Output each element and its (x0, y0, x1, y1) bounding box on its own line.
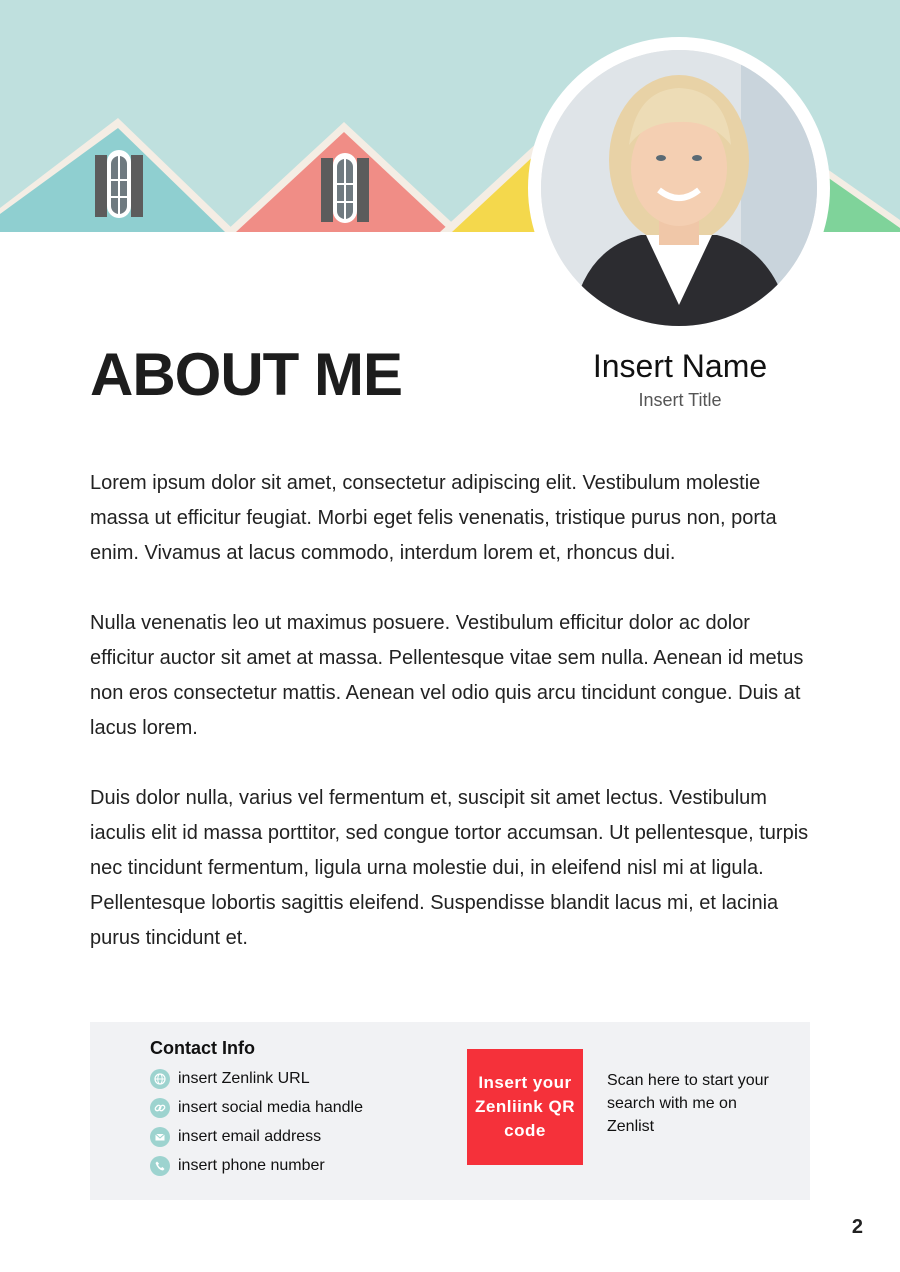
contact-item-label: insert phone number (178, 1157, 325, 1174)
person-name: Insert Name (592, 348, 768, 384)
page-number: 2 (851, 1216, 863, 1238)
body-paragraph: Lorem ipsum dolor sit amet, consectetur adipiscing elit. Vestibulum molestie massa ut efficitur feugiat. Morbi eget felis venenatis, tristique purus non, porta enim. Vivamus at lacus commodo, interdum lorem et, rhoncus dui. (90, 472, 777, 564)
page-title: ABOUT ME (90, 341, 402, 408)
body-paragraph: Nulla venenatis leo ut maximus posuere. Vestibulum efficitur dolor ac dolor efficitur auctor sit amet at massa. Pellentesque vitae sem nulla. Aenean id metus non eros consectetur mattis. Aenean vel odio quis arcu tincidunt congue. Duis at lacus lorem. (90, 612, 804, 739)
phone-icon (150, 1156, 170, 1176)
contact-item-label: insert Zenlink URL (178, 1070, 310, 1087)
contact-item-label: insert social media handle (178, 1099, 363, 1116)
contact-item-email[interactable] (150, 1126, 321, 1148)
globe-icon (150, 1069, 170, 1089)
contact-item-phone[interactable] (150, 1155, 325, 1177)
contact-item-social[interactable] (150, 1097, 363, 1119)
person-title: Insert Title (638, 390, 722, 410)
about-body (90, 466, 810, 991)
body-paragraph: Duis dolor nulla, varius vel fermentum et, suscipit sit amet lectus. Vestibulum iaculis elit id massa porttitor, sed congue tortor accumsan. Ut pellentesque, turpis nec tincidunt fermentum, ligula urna molestie dui, in eleifend nisl mi at ligula. Pellentesque lobortis sagittis eleifend. Suspendisse blandit lacus mi, et lacinia purus tincidunt et. (90, 787, 809, 949)
qr-code-placeholder (467, 1049, 583, 1165)
qr-code-label: Insert your Zenliink QR code (475, 1073, 575, 1140)
contact-item-zenlink[interactable] (150, 1068, 310, 1090)
link-icon (150, 1098, 170, 1118)
contact-panel (90, 1022, 810, 1200)
scan-instructions: Scan here to start your search with me on Zenlist (607, 1072, 769, 1135)
contact-item-label: insert email address (178, 1128, 322, 1145)
profile-photo (541, 50, 817, 326)
mail-icon (150, 1127, 170, 1147)
contact-heading: Contact Info (150, 1038, 255, 1058)
